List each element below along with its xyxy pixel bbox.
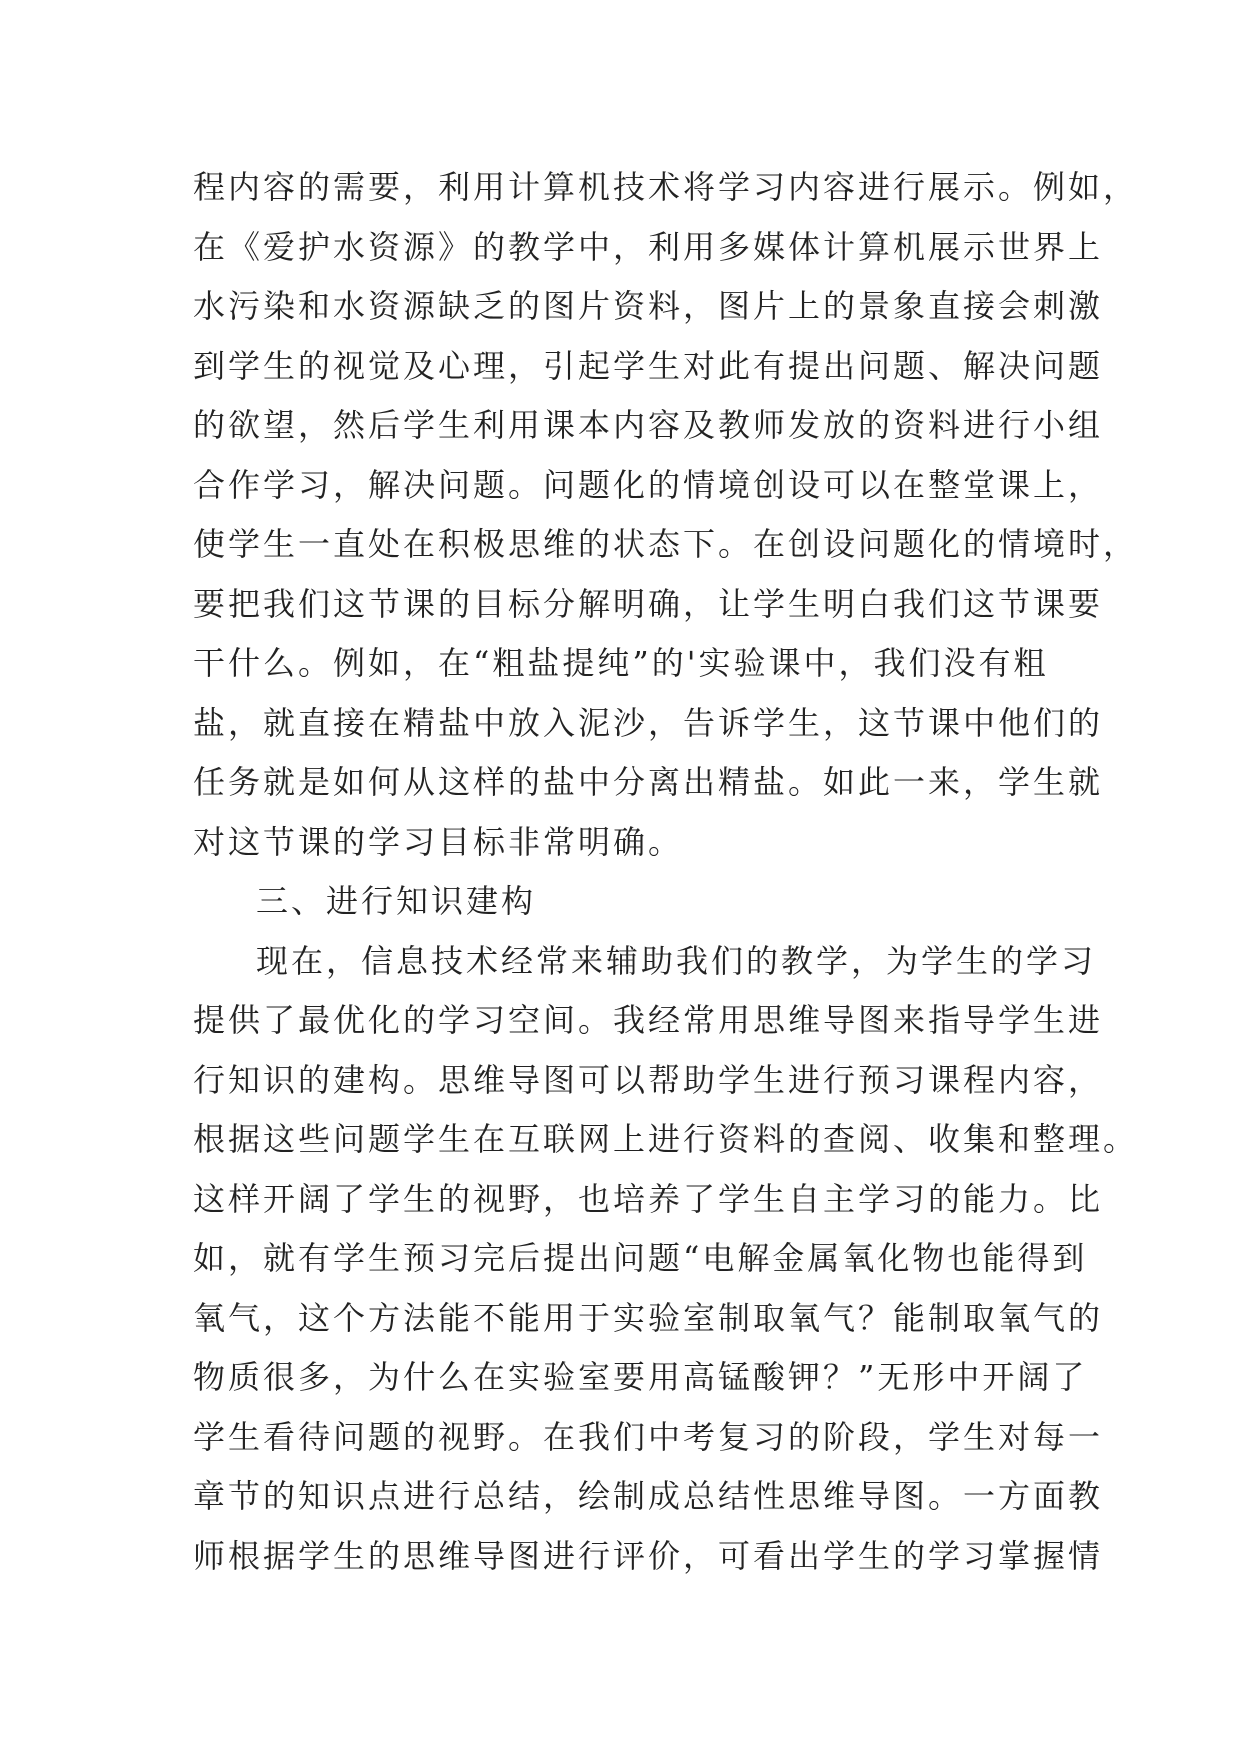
text-line: 使学生一直处在积极思维的状态下。在创设问题化的情境时，	[193, 525, 1139, 563]
text-line: 学生看待问题的视野。在我们中考复习的阶段，学生对每一	[193, 1417, 1104, 1456]
text-line: 干什么。例如，在“粗盐提纯”的'实验课中，我们没有粗	[193, 644, 1049, 682]
text-line: 水污染和水资源缺乏的图片资料，图片上的景象直接会刺激	[193, 287, 1104, 325]
text-line: 师根据学生的思维导图进行评价，可看出学生的学习掌握情	[193, 1536, 1104, 1575]
text-line: 这样开阔了学生的视野，也培养了学生自主学习的能力。比	[193, 1179, 1104, 1218]
text-line: 氧气，这个方法能不能用于实验室制取氧气？能制取氧气的	[193, 1298, 1104, 1337]
text-line: 在《爱护水资源》的教学中，利用多媒体计算机展示世界上	[193, 227, 1104, 266]
text-line: 的欲望，然后学生利用课本内容及教师发放的资料进行小组	[193, 406, 1104, 444]
text-line: 到学生的视觉及心理，引起学生对此有提出问题、解决问题	[193, 346, 1104, 385]
text-line: 盐，就直接在精盐中放入泥沙，告诉学生，这节课中他们的	[193, 703, 1104, 742]
text-line: 根据这些问题学生在互联网上进行资料的查阅、收集和整理。	[193, 1120, 1139, 1158]
text-line: 现在，信息技术经常来辅助我们的教学，为学生的学习	[256, 941, 1097, 980]
text-line: 对这节课的学习目标非常明确。	[193, 822, 684, 861]
text-line: 合作学习，解决问题。问题化的情境创设可以在整堂课上，	[193, 465, 1104, 504]
body-text	[193, 158, 1139, 1586]
text-line: 程内容的需要，利用计算机技术将学习内容进行展示。例如，	[193, 168, 1139, 206]
text-line: 章节的知识点进行总结，绘制成总结性思维导图。一方面教	[193, 1477, 1104, 1515]
section-heading: 三、进行知识建构	[256, 882, 537, 920]
text-line: 提供了最优化的学习空间。我经常用思维导图来指导学生进	[193, 1001, 1104, 1039]
text-line: 物质很多，为什么在实验室要用高锰酸钾？”无形中开阔了	[193, 1358, 1088, 1396]
text-line: 要把我们这节课的目标分解明确，让学生明白我们这节课要	[193, 584, 1104, 623]
text-line: 如，就有学生预习完后提出问题“电解金属氧化物也能得到	[193, 1239, 1088, 1277]
text-line: 行知识的建构。思维导图可以帮助学生进行预习课程内容，	[193, 1060, 1104, 1099]
text-line: 任务就是如何从这样的盐中分离出精盐。如此一来，学生就	[193, 763, 1104, 801]
